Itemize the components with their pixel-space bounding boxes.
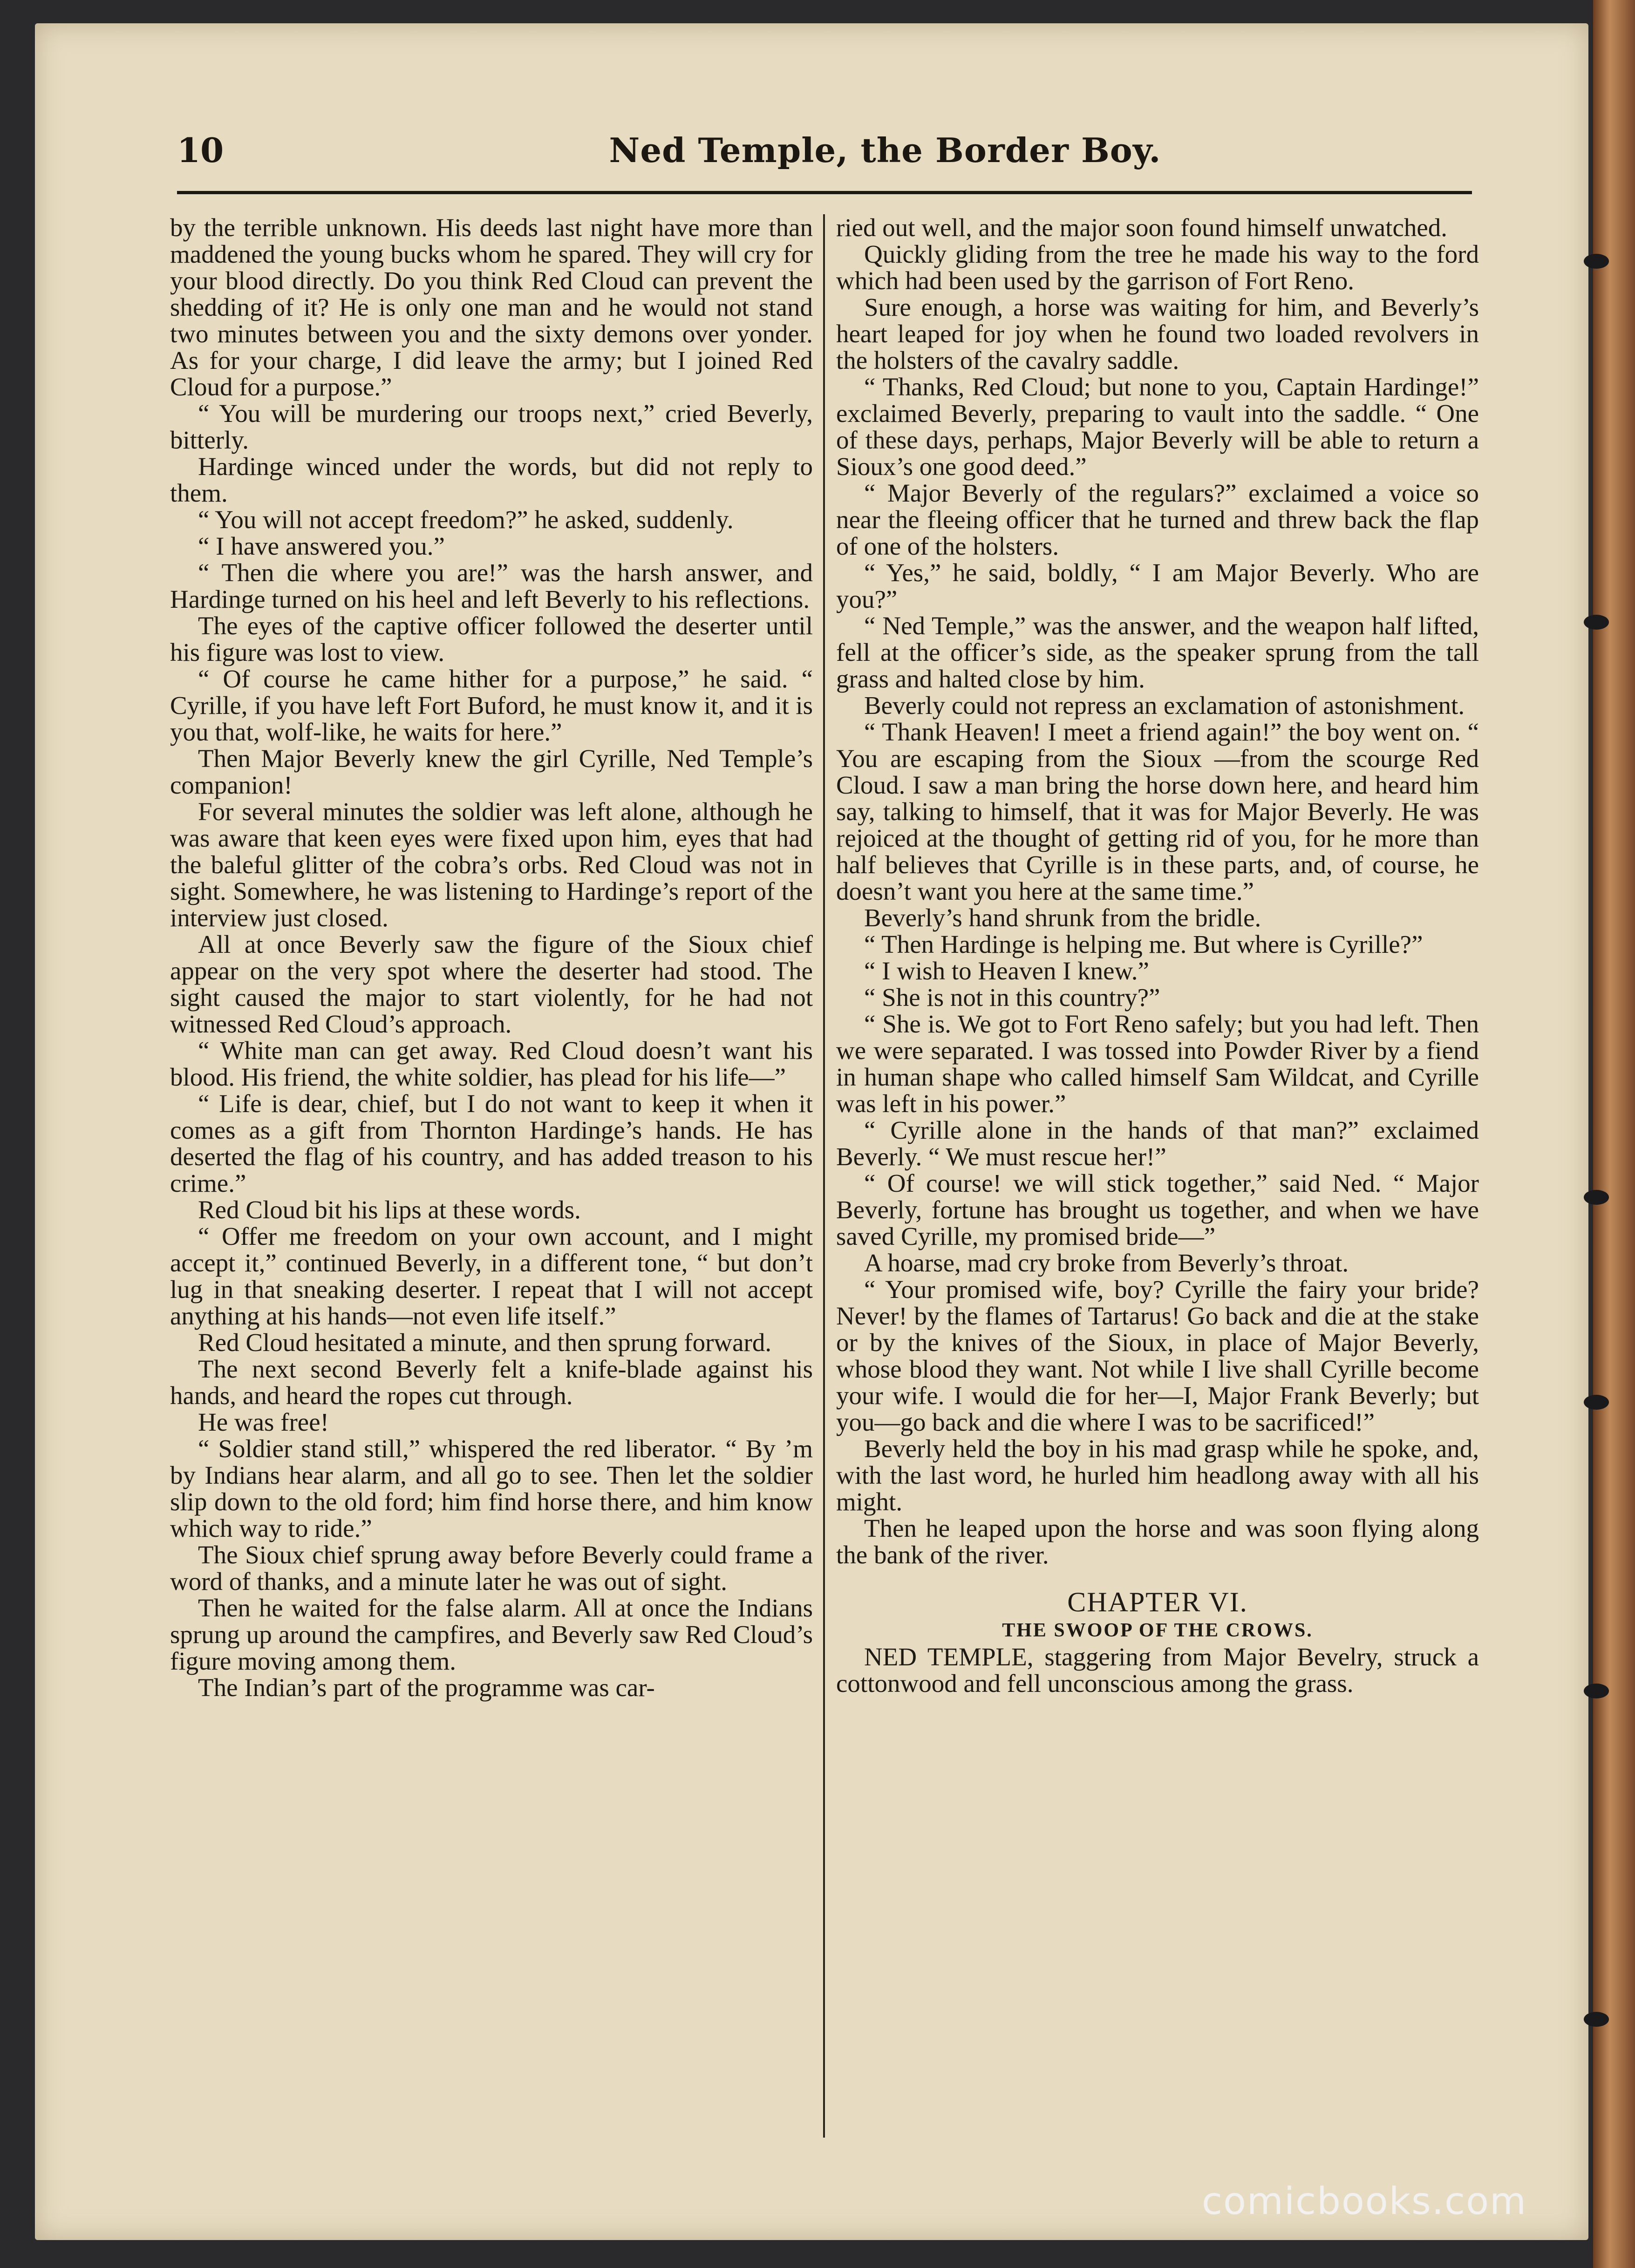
paragraph: Red Cloud bit his lips at these words. — [198, 1195, 581, 1224]
page-header — [140, 121, 1477, 182]
paragraph: “ You will not accept freedom?” he asked, suddenly. — [198, 505, 734, 534]
paragraph: “ Your promised wife, boy? Cyrille the fairy your bride? Never! by the flames of Tartarus! Go back and die at the stake or by the knives of the Sioux, in place of Major Beverly, whose blood they want. Not while I live shall Cyrille become your wife. I would die for her—I, Major Frank Beverly; but you—go back and die where I was to be sacrificed!” — [836, 1275, 1479, 1436]
paragraph: “ Of course! we will stick together,” said Ned. “ Major Beverly, fortune has brought us together, and when we have saved Cyrille, my promised bride—” — [836, 1169, 1479, 1250]
right-column — [836, 214, 1479, 2138]
paragraph: “ Soldier stand still,” whispered the red liberator. “ By ’m by Indians hear alarm, and all go to see. Then let the soldier slip down to the old ford; him find horse there, and him know which way to ride.” — [170, 1434, 813, 1542]
paragraph: “ I wish to Heaven I knew.” — [864, 957, 1149, 985]
paragraph: Then he leaped upon the horse and was soon flying along the bank of the river. — [836, 1514, 1479, 1569]
paragraph: Sure enough, a horse was waiting for him, and Beverly’s heart leaped for joy when he found two loaded revolvers in the holsters of the cavalry saddle. — [836, 293, 1479, 374]
paragraph: A hoarse, mad cry broke from Beverly’s throat. — [864, 1249, 1349, 1277]
paragraph: He was free! — [198, 1408, 329, 1436]
page-spine — [1593, 0, 1635, 2268]
page-number: 10 — [177, 130, 224, 170]
column-divider — [823, 214, 825, 2138]
running-title: Ned Temple, the Border Boy. — [609, 130, 1161, 170]
paragraph: “ White man can get away. Red Cloud doesn’t want his blood. His friend, the white soldier, has plead for his life—” — [170, 1036, 813, 1091]
paragraph: Red Cloud hesitated a minute, and then sprung forward. — [198, 1328, 772, 1357]
paragraph: “ I have answered you.” — [198, 532, 445, 560]
paragraph: “ You will be murdering our troops next,” cried Beverly, bitterly. — [170, 399, 813, 454]
paragraph: The Indian’s part of the programme was car- — [198, 1673, 655, 1702]
binding-hole — [1584, 1684, 1609, 1698]
header-rule — [177, 191, 1472, 194]
paragraph: “ Yes,” he said, boldly, “ I am Major Beverly. Who are you?” — [836, 558, 1479, 613]
paragraph: Beverly held the boy in his mad grasp while he spoke, and, with the last word, he hurled him headlong away with all his might. — [836, 1434, 1479, 1516]
paragraph: “ Then die where you are!” was the harsh answer, and Hardinge turned on his heel and left Beverly to his reflections. — [170, 558, 813, 613]
paragraph: “ Offer me freedom on your own account, and I might accept it,” continued Beverly, in a different tone, “ but don’t lug in that sneaking deserter. I repeat that I will not accept anything at his hands—not even life itself.” — [170, 1222, 813, 1330]
paragraph: “ Thanks, Red Cloud; but none to you, Captain Hardinge!” exclaimed Beverly, preparing to vault into the saddle. “ One of these days, perhaps, Major Beverly will be able to return a Sioux’s one good deed.” — [836, 373, 1479, 481]
paragraph: “ Ned Temple,” was the answer, and the weapon half lifted, fell at the officer’s side, as the speaker sprung from the tall grass and halted close by him. — [836, 611, 1479, 693]
paragraph: Then he waited for the false alarm. All at once the Indians sprung up around the campfires, and Beverly saw Red Cloud’s figure moving among them. — [170, 1594, 813, 1675]
paragraph: “ She is not in this country?” — [864, 983, 1160, 1012]
paragraph: “ She is. We got to Fort Reno safely; but you had left. Then we were separated. I was tossed into Powder River by a fiend in human shape who called himself Sam Wildcat, and Cyrille was left in his power.” — [836, 1010, 1479, 1118]
paragraph: “ Life is dear, chief, but I do not want to keep it when it comes as a gift from Thornton Hardinge’s hands. He has deserted the flag of his country, and has added treason to his crime.” — [170, 1089, 813, 1197]
paragraph: Beverly could not repress an exclamation of astonishment. — [864, 691, 1465, 720]
paragraph: For several minutes the soldier was left alone, although he was aware that keen eyes were fixed upon him, eyes that had the baleful glitter of the cobra’s orbs. Red Cloud was not in sight. Somewhere, he was listening to Hardinge’s report of the interview just closed. — [170, 797, 813, 932]
paragraph: The eyes of the captive officer followed the deserter until his figure was lost to view. — [170, 611, 813, 666]
paragraph: by the terrible unknown. His deeds last night have more than maddened the young bucks whom he spared. They will cry for your blood directly. Do you think Red Cloud can prevent the shedding of it? He is only one man and he would not stand two minutes between you and the sixty demons over yonder. As for your charge, I did leave the army; but I joined Red Cloud for a purpose.” — [170, 214, 813, 401]
paragraph: “ Cyrille alone in the hands of that man?” exclaimed Beverly. “ We must rescue her!” — [836, 1116, 1479, 1171]
left-column — [170, 214, 813, 2138]
chapter-subheading: THE SWOOP OF THE CROWS. — [1002, 1620, 1313, 1641]
binding-hole — [1584, 1190, 1609, 1205]
chapter-heading: CHAPTER VI. — [1067, 1587, 1248, 1617]
paragraph: ried out well, and the major soon found himself unwatched. — [836, 214, 1448, 242]
paragraph: “ Of course he came hither for a purpose,” he said. “ Cyrille, if you have left Fort Buford, he must know it, and it is you that, wolf-like, he waits for here.” — [170, 665, 813, 746]
binding-hole — [1584, 254, 1609, 269]
paragraph: “ Then Hardinge is helping me. But where is Cyrille?” — [864, 930, 1423, 958]
paragraph: Beverly’s hand shrunk from the bridle. — [864, 903, 1261, 932]
binding-hole — [1584, 1395, 1609, 1410]
paragraph: The Sioux chief sprung away before Beverly could frame a word of thanks, and a minute later he was out of sight. — [170, 1541, 813, 1596]
binding-hole — [1584, 2012, 1609, 2027]
binding-hole — [1584, 615, 1609, 630]
paragraph: All at once Beverly saw the figure of the Sioux chief appear on the very spot where the deserter had stood. The sight caused the major to start violently, for he had not witnessed Red Cloud’s approach. — [170, 930, 813, 1038]
watermark: comicbooks.com — [1202, 2180, 1527, 2223]
paragraph: Quickly gliding from the tree he made his way to the ford which had been used by the garrison of Fort Reno. — [836, 240, 1479, 295]
paragraph: Hardinge winced under the words, but did not reply to them. — [170, 452, 813, 507]
paragraph: NED TEMPLE, staggering from Major Bevelry, struck a cottonwood and fell unconscious among the grass. — [836, 1643, 1479, 1698]
paragraph: “ Major Beverly of the regulars?” exclaimed a voice so near the fleeing officer that he turned and threw back the flap of one of the holsters. — [836, 479, 1479, 560]
paragraph: Then Major Beverly knew the girl Cyrille, Ned Temple’s companion! — [170, 744, 813, 799]
paragraph: The next second Beverly felt a knife-blade against his hands, and heard the ropes cut through. — [170, 1355, 813, 1410]
paragraph: “ Thank Heaven! I meet a friend again!” the boy went on. “ You are escaping from the Sioux —from the scourge Red Cloud. I saw a man bring the horse down here, and heard him say, talking to himself, that it was for Major Beverly. He was rejoiced at the thought of getting rid of you, for he more than half believes that Cyrille is in these parts, and, of course, he doesn’t want you here at the same time.” — [836, 718, 1479, 905]
